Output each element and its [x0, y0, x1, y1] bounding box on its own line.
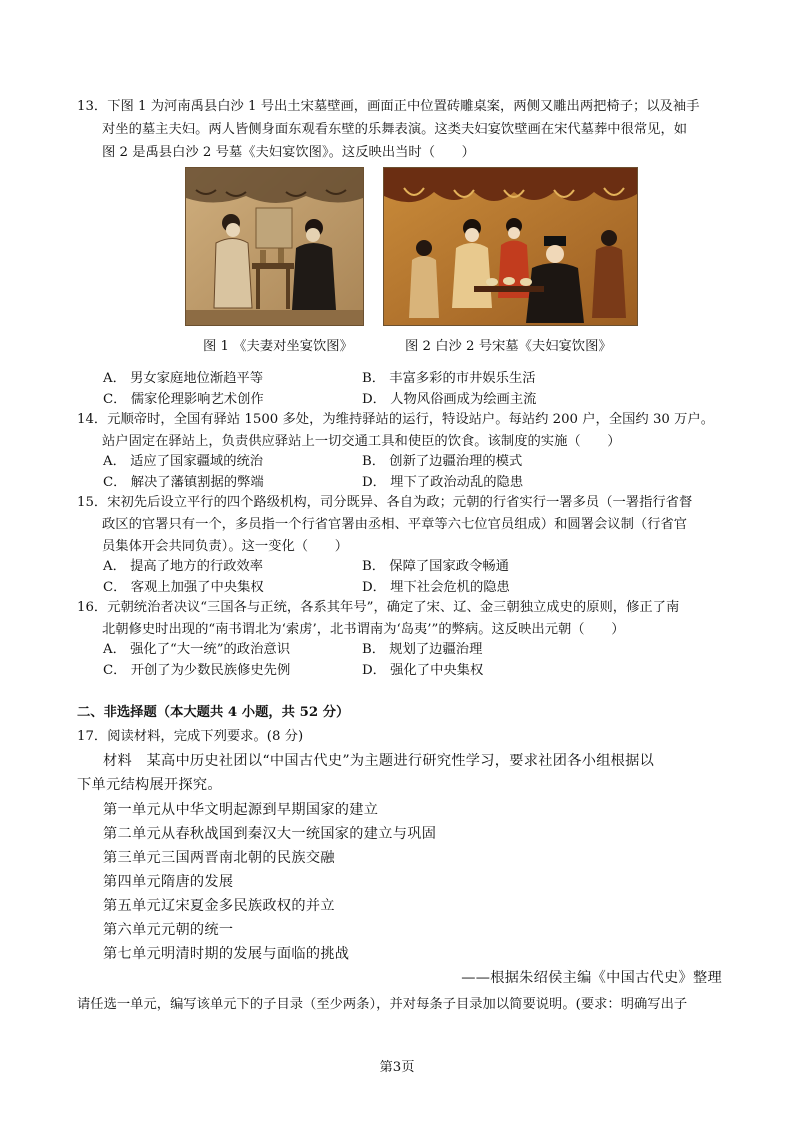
q15-option-b[interactable]: B． 保障了国家政令畅通: [362, 559, 509, 574]
q14-option-c[interactable]: C． 解决了藩镇割据的弊端: [103, 475, 264, 490]
q14-option-b[interactable]: B． 创新了边疆治理的模式: [362, 454, 523, 469]
q17-material-line-2: 下单元结构展开探究。: [77, 777, 222, 793]
q13-option-c[interactable]: C． 儒家伦理影响艺术创作: [103, 392, 264, 407]
q13-line-1: 13．下图 1 为河南禹县白沙 1 号出土宋墓壁画，画面正中位置砖雕桌案，两侧又雕出两把椅子；以及袖手: [77, 99, 700, 114]
q16-option-d[interactable]: D． 强化了中央集权: [362, 663, 484, 678]
unit-item: 第四单元隋唐的发展: [103, 874, 234, 890]
section-title: 二、非选择题（本大题共 4 小题，共 52 分）: [77, 705, 350, 720]
material-source: ——根据朱绍侯主编《中国古代史》整理: [461, 970, 722, 986]
q13-option-b[interactable]: B． 丰富多彩的市井娱乐生活: [362, 371, 536, 386]
figure-2-caption: 图 2 白沙 2 号宋墓《夫妇宴饮图》: [405, 339, 612, 354]
unit-item: 第五单元辽宋夏金多民族政权的并立: [103, 898, 335, 914]
q15-option-d[interactable]: D． 埋下社会危机的隐患: [362, 580, 510, 595]
q14-line-2: 站户固定在驿站上，负责供应驿站上一切交通工具和使臣的饮食。该制度的实施（ ）: [102, 434, 621, 449]
q15-line-1: 15．宋初先后设立平行的四个路级机构，司分既异、各自为政；元朝的行省实行一署多员（一署指行省督: [77, 495, 693, 510]
unit-item: 第二单元从春秋战国到秦汉大一统国家的建立与巩固: [103, 826, 437, 842]
q16-line-1: 16．元朝统治者决议“三国各与正统，各系其年号”，确定了宋、辽、金三朝独立成史的原则，修正了南: [77, 600, 680, 615]
q13-line-2: 对坐的墓主夫妇。两人皆侧身面东观看东壁的乐舞表演。这类夫妇宴饮壁画在宋代墓葬中很常见，如: [102, 122, 688, 137]
q16-option-a[interactable]: A． 强化了“大一统”的政治意识: [103, 642, 290, 657]
figure-1-mural-image: [185, 167, 364, 326]
q17-material-line-1: 材料 某高中历史社团以“中国古代史”为主题进行研究性学习，要求社团各小组根据以: [103, 753, 655, 769]
q16-line-2: 北朝修史时出现的“南书谓北为‘索虏’，北书谓南为‘岛夷’”的弊病。这反映出元朝（ ）: [102, 622, 625, 637]
q13-option-d[interactable]: D． 人物风俗画成为绘画主流: [362, 392, 537, 407]
q15-option-c[interactable]: C． 客观上加强了中央集权: [103, 580, 264, 595]
figure-2-mural-image: [383, 167, 638, 326]
q14-option-a[interactable]: A． 适应了国家疆域的统治: [103, 454, 264, 469]
unit-item: 第六单元元朝的统一: [103, 922, 234, 938]
q15-line-3: 员集体开会共同负责）。这一变化（ ）: [102, 539, 348, 554]
unit-item: 第三单元三国两晋南北朝的民族交融: [103, 850, 335, 866]
figure-1-caption: 图 1 《夫妻对坐宴饮图》: [203, 339, 353, 354]
q15-line-2: 政区的官署只有一个，多员指一个行省官署由丞相、平章等六七位官员组成）和圆署会议制（行省官: [102, 517, 688, 532]
q13-option-a[interactable]: A． 男女家庭地位渐趋平等: [103, 371, 264, 386]
page-number: 第3页: [379, 1060, 415, 1075]
q16-option-c[interactable]: C． 开创了为少数民族修史先例: [103, 663, 291, 678]
q17-task: 请任选一单元，编写该单元下的子目录（至少两条），并对每条子目录加以简要说明。(要求：明确写出子: [77, 997, 688, 1012]
unit-item: 第七单元明清时期的发展与面临的挑战: [103, 946, 350, 962]
unit-item: 第一单元从中华文明起源到早期国家的建立: [103, 802, 379, 818]
q16-option-b[interactable]: B． 规划了边疆治理: [362, 642, 483, 657]
q15-option-a[interactable]: A． 提高了地方的行政效率: [103, 559, 264, 574]
q14-option-d[interactable]: D． 埋下了政治动乱的隐患: [362, 475, 524, 490]
q13-line-3: 图 2 是禹县白沙 2 号墓《夫妇宴饮图》。这反映出当时（ ）: [102, 145, 475, 160]
q14-line-1: 14．元顺帝时，全国有驿站 1500 多处，为维持驿站的运行，特设站户。每站约 200 户，全国约 30 万户。: [77, 412, 714, 427]
q17-intro: 17．阅读材料，完成下列要求。(8 分): [77, 729, 304, 744]
